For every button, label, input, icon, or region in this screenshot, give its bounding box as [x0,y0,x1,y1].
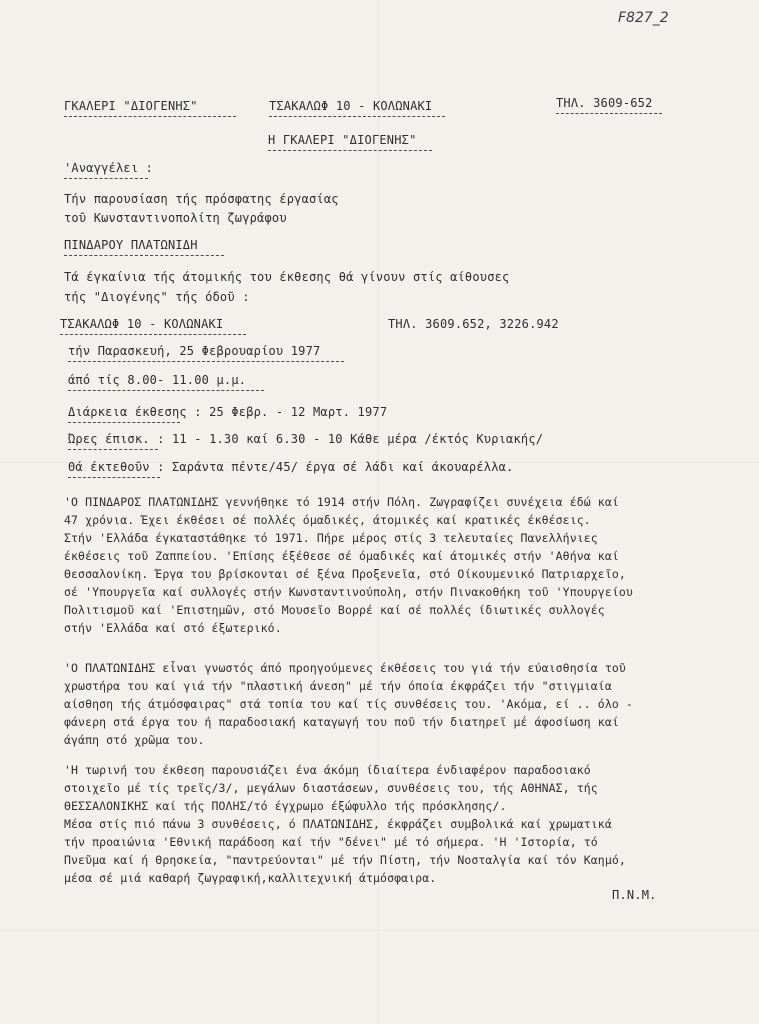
venue-address: ΤΣΑΚΑΛΩΦ 10 - ΚΟΛΩΝΑΚΙ [60,317,224,331]
header-address-underline [269,116,445,117]
opening-date: τήν Παρασκευή, 25 Φεβρουαρίου 1977 [68,344,321,358]
paragraph-1-line: Στήν 'Ελλάδα έγκαταστάθηκε τό 1971. Πήρε μέρος στίς 3 τελευταίες Πανελλήνιες [64,531,598,545]
intro-line: τοῦ Κωνσταντινοπολίτη ζωγράφου [64,211,287,225]
paragraph-2-line: άγάπη στό χρῶμα του. [64,733,205,747]
header-address: ΤΣΑΚΑΛΩΦ 10 - ΚΟΛΩΝΑΚΙ [269,99,433,113]
detail-works: Θά έκτεθοῦν : Σαράντα πέντε/45/ έργα σέ λάδι καί άκουαρέλλα. [68,460,514,474]
paragraph-2-line: αίσθηση τής άτμόσφαιρας" στά τοπία του καί τίς συνθέσεις του. 'Ακόμα, εί .. όλο - [64,697,633,711]
paragraph-3-line: τήν προαιώνια 'Εθνική παράδοση καί τήν "δένει" μέ τό σήμερα. 'Η 'Ιστορία, τό [64,835,598,849]
artist-name: ΠΙΝΔΑΡΟΥ ΠΛΑΤΩΝΙΔΗ [64,238,198,252]
paragraph-2-line: χρωστήρα του καί γιά τήν "πλαστική άνεση" μέ τήν όποία έκφράζει τήν "στιγμιαία [64,679,612,693]
detail-duration: Διάρκεια έκθεσης : 25 Φεβρ. - 12 Μαρτ. 1977 [68,405,388,419]
opening-time-underline [68,390,264,391]
paragraph-1-line: στήν 'Ελλάδα καί στό έξωτερικό. [64,621,282,635]
paragraph-1-line: Θεσσαλονίκη. Έργα του βρίσκονται σέ ξένα Προξενεῖα, στό Οίκουμενικό Πατριαρχεῖο, [64,567,626,581]
paragraph-1-line: σέ 'Υπουργεῖα καί συλλογές στήν Κωνσταντινούπολη, στήν Πινακοθήκη τοῦ 'Υπουργείου [64,585,633,599]
paper-fold [0,930,759,931]
paragraph-3-line: ΘΕΣΣΑΛΟΝΙΚΗΣ καί τής ΠΟΛΗΣ/τό έγχρωμο έξώφυλλο τής πρόσκλησης/. [64,799,507,813]
subheader-underline [268,150,432,151]
paragraph-3-line: Πνεῦμα καί ή Θρησκεία, "παντρεύονται" μέ τήν Πίστη, τήν Νοσταλγία καί τόν Καημό, [64,853,626,867]
opening-line: τής "Διογένης" τής όδοῦ : [64,290,250,304]
paragraph-3-line: μέσα σέ μιά καθαρή ζωγραφική,καλλιτεχνική άτμόσφαιρα. [64,871,437,885]
header-gallery-underline [64,116,236,117]
paragraph-1-line: Πολιτισμοῦ καί 'Επιστημῶν, στό Μουσεῖο Βορρέ καί σέ πολλές ίδιωτικές συλλογές [64,603,605,617]
announces-underline [64,178,148,179]
paragraph-3-line: 'Η τωρινή του έκθεση παρουσιάζει ένα άκόμη ίδιαίτερα ένδιαφέρον παραδοσιακό [64,763,591,777]
detail-hours: Ώρες έπισκ. : 11 - 1.30 καί 6.30 - 10 Κάθε μέρα /έκτός Κυριακής/ [68,432,544,446]
paragraph-1-line: έκθέσεις τοῦ Ζαππείου. 'Επίσης έξέθεσε σέ όμαδικές καί άτομικές στήν 'Αθήνα καί [64,549,619,563]
detail-hours-underline [68,449,158,450]
opening-line: Τά έγκαίνια τής άτομικής του έκθεσης θά γίνουν στίς αίθουσες [64,270,510,284]
venue-address-underline [60,334,246,335]
paragraph-1-line: 47 χρόνια. Έχει έκθέσει σέ πολλές όμαδικές, άτομικές καί κρατικές έκθέσεις. [64,513,591,527]
announces-label: 'Αναγγέλει : [64,161,154,175]
detail-duration-underline [68,422,180,423]
venue-phone: ΤΗΛ. 3609.652, 3226.942 [388,317,559,331]
handwritten-reference: F827_2 [618,10,669,26]
paragraph-1-line: 'Ο ΠΙΝΔΑΡΟΣ ΠΛΑΤΩΝΙΔΗΣ γεννήθηκε τό 1914 στήν Πόλη. Ζωγραφίζει συνέχεια έδώ καί [64,495,619,509]
header-gallery: ΓΚΑΛΕΡΙ "ΔΙΟΓΕΝΗΣ" [64,99,198,113]
header-phone: ΤΗΛ. 3609-652 [556,96,653,110]
paragraph-3-line: Μέσα στίς πιό πάνω 3 συνθέσεις, ό ΠΛΑΤΩΝΙΔΗΣ, έκφράζει συμβολικά καί χρωματικά [64,817,612,831]
paragraph-2-line: 'Ο ΠΛΑΤΩΝΙΔΗΣ εἶναι γνωστός άπό προηγούμενες έκθέσεις του γιά τήν εύαισθησία τοῦ [64,661,626,675]
subheader: Η ΓΚΑΛΕΡΙ "ΔΙΟΓΕΝΗΣ" [268,133,417,147]
opening-time: άπό τίς 8.00- 11.00 μ.μ. [68,373,247,387]
intro-line: Τήν παρουσίαση τής πρόσφατης έργασίας [64,192,339,206]
paragraph-2-line: φάνερη στά έργα του ή παραδοσιακή καταγωγή του ποῦ τήν διατηρεῖ μέ άφοσίωση καί [64,715,619,729]
header-phone-underline [556,113,662,114]
paragraph-3-line: στοιχεῖο μέ τίς τρεῖς/3/, μεγάλων διαστάσεων, συνθέσεις του, τής ΑΘΗΝΑΣ, τής [64,781,598,795]
signature-initials: Π.Ν.Μ. [612,888,657,902]
artist-underline [64,255,224,256]
opening-date-underline [68,361,344,362]
detail-works-underline [68,477,160,478]
